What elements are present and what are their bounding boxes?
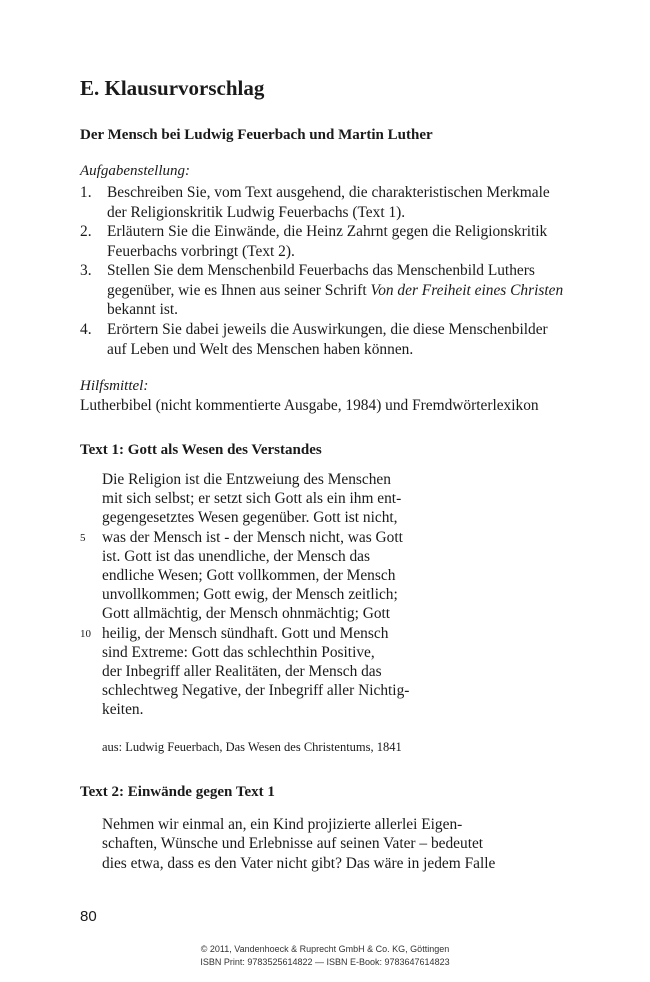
text-line: der Inbegriff aller Realitäten, der Mensch das — [102, 663, 382, 681]
aids-text: Lutherbibel (nicht kommentierte Ausgabe, 1984) und Fremdwörterlexikon — [80, 397, 539, 414]
text-line: unvollkommen; Gott ewig, der Mensch zeitlich; — [102, 586, 398, 604]
text-line: keiten. — [102, 701, 144, 719]
text-line: was der Mensch ist - der Mensch nicht, was Gott — [102, 528, 403, 546]
text-line: Gott allmächtig, der Mensch ohnmächtig; Gott — [102, 605, 391, 623]
text-line: dies etwa, dass es den Vater nicht gibt? Das wäre in jedem Falle — [102, 854, 496, 872]
task-line: Erörtern Sie dabei jeweils die Auswirkungen, die diese Menschenbilder — [107, 321, 548, 338]
exam-title: Der Mensch bei Ludwig Feuerbach und Martin Luther — [80, 127, 433, 143]
line-number-5: 5 — [80, 532, 86, 544]
text-line: schlechtweg Negative, der Inbegriff aller Nichtig- — [102, 682, 410, 700]
task-line: Beschreiben Sie, vom Text ausgehend, die charakteristischen Merkmale — [107, 184, 550, 201]
task-line: gegenüber, wie es Ihnen aus seiner Schrift Von der Freiheit eines Christen — [107, 281, 564, 299]
task-number: 4. — [80, 321, 92, 338]
task-line: der Religionskritik Ludwig Feuerbachs (Text 1). — [107, 203, 406, 221]
text-line: schaften, Wünsche und Erlebnisse auf seinen Vater – bedeutet — [102, 835, 484, 853]
footer-copyright: © 2011, Vandenhoeck & Ruprecht GmbH & Co. KG, Göttingen — [200, 944, 450, 954]
text-line: sind Extreme: Gott das schlechthin Positive, — [102, 643, 375, 661]
text-line: gegengesetztes Wesen gegenüber. Gott ist nicht, — [102, 509, 398, 527]
text-line: mit sich selbst; er setzt sich Gott als ein ihm ent- — [102, 490, 402, 508]
task-line: auf Leben und Welt des Menschen haben können. — [107, 340, 414, 358]
text-line: heilig, der Mensch sündhaft. Gott und Mensch — [102, 624, 389, 642]
text2-heading: Text 2: Einwände gegen Text 1 — [80, 784, 275, 800]
page-number: 80 — [80, 908, 97, 925]
text2-body — [102, 815, 495, 873]
text-line: ist. Gott ist das unendliche, der Mensch das — [102, 547, 371, 565]
book-title: Von der Freiheit eines Christen — [370, 281, 564, 299]
task-line: Feuerbachs vorbringt (Text 2). — [107, 242, 295, 260]
text1-body — [102, 470, 409, 720]
task-line: Erläutern Sie die Einwände, die Heinz Zahrnt gegen die Religionskritik — [107, 223, 548, 240]
text1-source: aus: Ludwig Feuerbach, Das Wesen des Christentums, 1841 — [102, 740, 402, 754]
aids-label: Hilfsmittel: — [80, 378, 149, 394]
text-line: endliche Wesen; Gott vollkommen, der Mensch — [102, 567, 396, 585]
chapter-heading: E. Klausurvorschlag — [80, 76, 265, 100]
task-number: 3. — [80, 262, 92, 279]
text-line: Die Religion ist die Entzweiung des Menschen — [102, 471, 391, 488]
line-number-10: 10 — [80, 628, 91, 640]
task-number: 1. — [80, 184, 92, 201]
task-number: 2. — [80, 223, 92, 240]
task-line: Stellen Sie dem Menschenbild Feuerbachs das Menschenbild Luthers — [107, 262, 535, 279]
text1-heading: Text 1: Gott als Wesen des Verstandes — [80, 442, 322, 458]
task-line: bekannt ist. — [107, 301, 178, 319]
task-label: Aufgabenstellung: — [80, 163, 190, 179]
text-line: Nehmen wir einmal an, ein Kind projizierte allerlei Eigen- — [102, 816, 463, 833]
footer-isbn: ISBN Print: 9783525614822 — ISBN E-Book: 9783647614823 — [200, 957, 450, 967]
